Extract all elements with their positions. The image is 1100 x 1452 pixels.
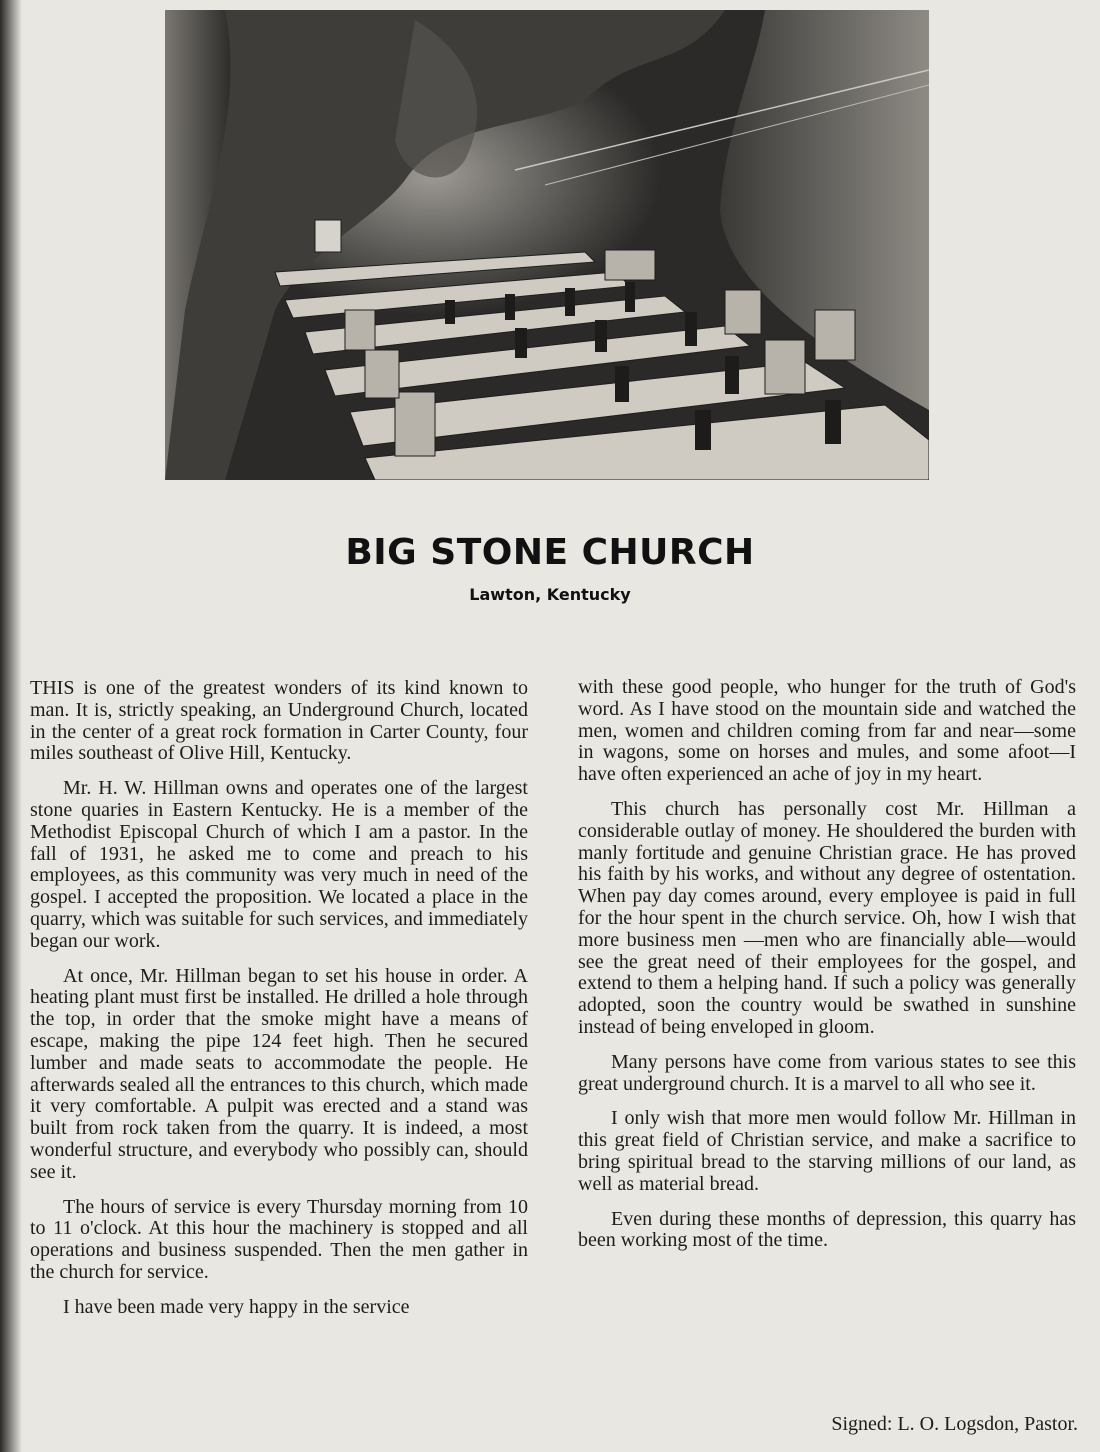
article-location: Lawton, Kentucky (469, 585, 631, 604)
right-text-column (578, 677, 1076, 1265)
paragraph: Even during these months of depression, this quarry has been working most of the time. (578, 1207, 1076, 1252)
paragraph: Mr. H. W. Hillman owns and operates one of the largest stone quaries in Eastern Kentucky. He is a member of the Methodist Episcopal Church of which I am a pastor. In the fall of 1931, he asked me to come and preach to his employees, as this community was very much in need of the gospel. I accepted the proposition. We located a place in the quarry, which was suitable for such services, and immediately began our work. (30, 777, 528, 952)
paragraph: The hours of service is every Thursday morning from 10 to 11 o'clock. At this hour the machinery is stopped and all operations and business suspended. Then the men gather in the church for service. (30, 1195, 528, 1283)
paragraph: I have been made very happy in the service (63, 1295, 410, 1318)
paragraph: THIS is one of the greatest wonders of its kind known to man. It is, strictly speaking, an Underground Church, located in the center of a great rock formation in Carter County, four miles southeast of Olive Hill, Kentucky. (30, 677, 528, 765)
church-interior-photo (165, 10, 929, 480)
article-title: BIG STONE CHURCH (345, 532, 755, 573)
paragraph: Many persons have come from various states to see this great underground church. It is a marvel to all who see it. (578, 1050, 1076, 1095)
paragraph: with these good people, who hunger for the truth of God's word. As I have stood on the mountain side and watched the men, women and children coming from far and near—some in wagons, some on horses and mules, and some afoot—I have often experienced an ache of joy in my heart. (578, 676, 1076, 786)
page-binding-shadow (0, 0, 22, 1452)
paragraph: I only wish that more men would follow Mr. Hillman in this great field of Christian service, and make a sacrifice to bring spiritual bread to the starving millions of our land, as well as material bread. (578, 1107, 1076, 1195)
paragraph: This church has personally cost Mr. Hillman a considerable outlay of money. He shouldered the burden with manly fortitude and genuine Christian grace. He has proved his faith by his works, and without any degree of ostentation. When pay day comes around, every employee is paid in full for the hour spent in the church service. Oh, how I wish that more business men —men who are financially able—would see the great need of their employees for the gospel, and extend to them a helping hand. If such a policy was generally adopted, soon the country would be swathed in sunshine instead of being enveloped in gloom. (578, 797, 1076, 1038)
pastor-signature: Signed: L. O. Logsdon, Pastor. (831, 1413, 1078, 1435)
paragraph: At once, Mr. Hillman began to set his house in order. A heating plant must first be installed. He drilled a hole through the top, in order that the smoke might have a means of escape, making the pipe 124 feet high. Then he secured lumber and made seats to accommodate the people. He afterwards sealed all the entrances to this church, which made it very comfortable. A pulpit was erected and a stand was built from rock taken from the quarry. It is indeed, a most wonderful structure, and everybody who possibly can, should see it. (30, 964, 528, 1183)
left-text-column (30, 678, 528, 1332)
